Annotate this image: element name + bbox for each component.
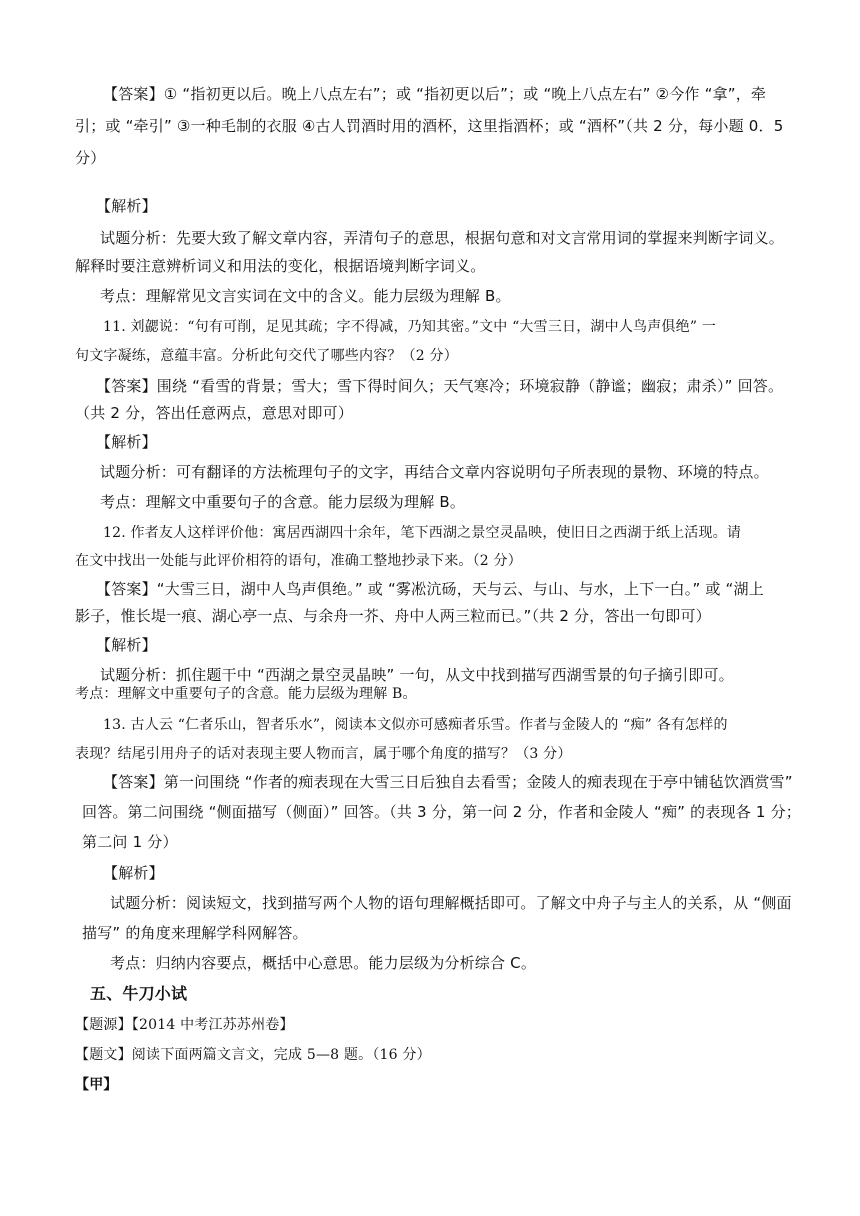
q11-analysis-line-1: 试题分析：可有翻译的方法梳理句子的文字，再结合文章内容说明句子所表现的景物、环境的特点。 xyxy=(100,463,769,481)
q13-question-line-2: 表现？结尾引用舟子的话对表现主要人物而言，属于哪个角度的描写？（3 分） xyxy=(75,746,572,762)
q11-question-line-2: 句文字凝练，意蕴丰富。分析此句交代了哪些内容？（2 分） xyxy=(75,348,458,364)
q13-analysis-line-1: 试题分析：阅读短文，找到描写两个人物的语句理解概括即可。了解文中舟子与主人的关系，从 “侧面 xyxy=(110,894,792,912)
q10-analysis-tag: 【解析】 xyxy=(96,197,157,215)
q10-answer-line-1: 【答案】① “指初更以后。晚上八点左右”；或 “指初更以后”；或 “晚上八点左右” ②今作 “拿”，牵 xyxy=(103,85,767,103)
q11-question-line-1: 11. 刘勰说：“句有可削，足见其疏；字不得减，乃知其密。”文中 “大雪三日，湖中人鸟声俱绝” 一 xyxy=(103,319,717,335)
jia-label: 【甲】 xyxy=(75,1077,118,1093)
q11-point: 考点：理解文中重要句子的含意。能力层级为理解 B。 xyxy=(100,493,466,511)
q11-answer-line-1: 【答案】围绕 “看雪的背景；雪大；雪下得时间久；天气寒冷；环境寂静（静谧；幽寂；肃杀）” 回答。 xyxy=(96,377,784,395)
q12-analysis-tag: 【解析】 xyxy=(96,636,157,654)
q13-question-line-1: 13. 古人云 “仁者乐山，智者乐水”，阅读本文似亦可感痴者乐雪。作者与金陵人的 “痴” 各有怎样的 xyxy=(103,717,728,733)
q12-point: 考点：理解文中重要句子的含意。能力层级为理解 B。 xyxy=(75,686,417,702)
q11-answer-line-2: （共 2 分，答出任意两点，意思对即可） xyxy=(75,404,354,422)
q10-analysis-line-1: 试题分析：先要大致了解文章内容，弄清句子的意思，根据句意和对文言常用词的掌握来判断字词义。 xyxy=(100,229,785,247)
q13-analysis-tag: 【解析】 xyxy=(103,864,164,882)
q11-analysis-tag: 【解析】 xyxy=(96,433,157,451)
q12-analysis-line-1: 试题分析：抓住题干中 “西湖之景空灵晶映” 一句，从文中找到描写西湖雪景的句子摘引即可。 xyxy=(100,666,734,684)
q10-answer-line-2: 引；或 “牵引” ③一种毛制的衣服 ④古人罚酒时用的酒杯，这里指酒杯；或 “酒杯”（共 2 分，每小题 0．5 xyxy=(75,117,784,135)
q13-analysis-line-2: 描写” 的角度来理解学科网解答。 xyxy=(82,924,308,942)
q10-analysis-line-2: 解释时要注意辨析词义和用法的变化，根据语境判断字词义。 xyxy=(75,257,486,275)
q13-answer-line-2: 回答。第二问围绕 “侧面描写（侧面）” 回答。（共 3 分，第一问 2 分，作者和金陵人 “痴” 的表现各 1 分； xyxy=(82,803,801,821)
q10-point: 考点：理解常见文言实词在文中的含义。能力层级为理解 B。 xyxy=(100,287,511,305)
source-line: 【题源】【2014 中考江苏苏州卷】 xyxy=(75,1017,294,1033)
q12-answer-line-1: 【答案】“大雪三日，湖中人鸟声俱绝。” 或 “雾凇沆砀，天与云、与山、与水，上下一白。” 或 “湖上 xyxy=(96,580,764,598)
prompt-line: 【题文】阅读下面两篇文言文，完成 5—8 题。（16 分） xyxy=(75,1047,431,1063)
section-heading: 五、牛刀小试 xyxy=(90,984,188,1003)
q13-answer-line-3: 第二问 1 分） xyxy=(82,833,178,851)
q12-question-line-1: 12. 作者友人这样评价他：寓居西湖四十余年，笔下西湖之景空灵晶映，使旧日之西湖于纸上活现。请 xyxy=(103,525,742,541)
q10-answer-line-3: 分） xyxy=(75,149,106,167)
q12-question-line-2: 在文中找出一处能与此评价相符的语句，准确工整地抄录下来。（2 分） xyxy=(75,553,522,569)
q13-answer-line-1: 【答案】第一问围绕 “作者的痴表现在大雪三日后独自去看雪；金陵人的痴表现在于亭中铺毡饮酒赏雪” xyxy=(103,773,793,791)
q13-point: 考点：归纳内容要点，概括中心意思。能力层级为分析综合 C。 xyxy=(110,954,537,972)
q12-answer-line-2: 影子，惟长堤一痕、湖心亭一点、与余舟一芥、舟中人两三粒而已。”（共 2 分，答出一句即可） xyxy=(75,607,711,625)
